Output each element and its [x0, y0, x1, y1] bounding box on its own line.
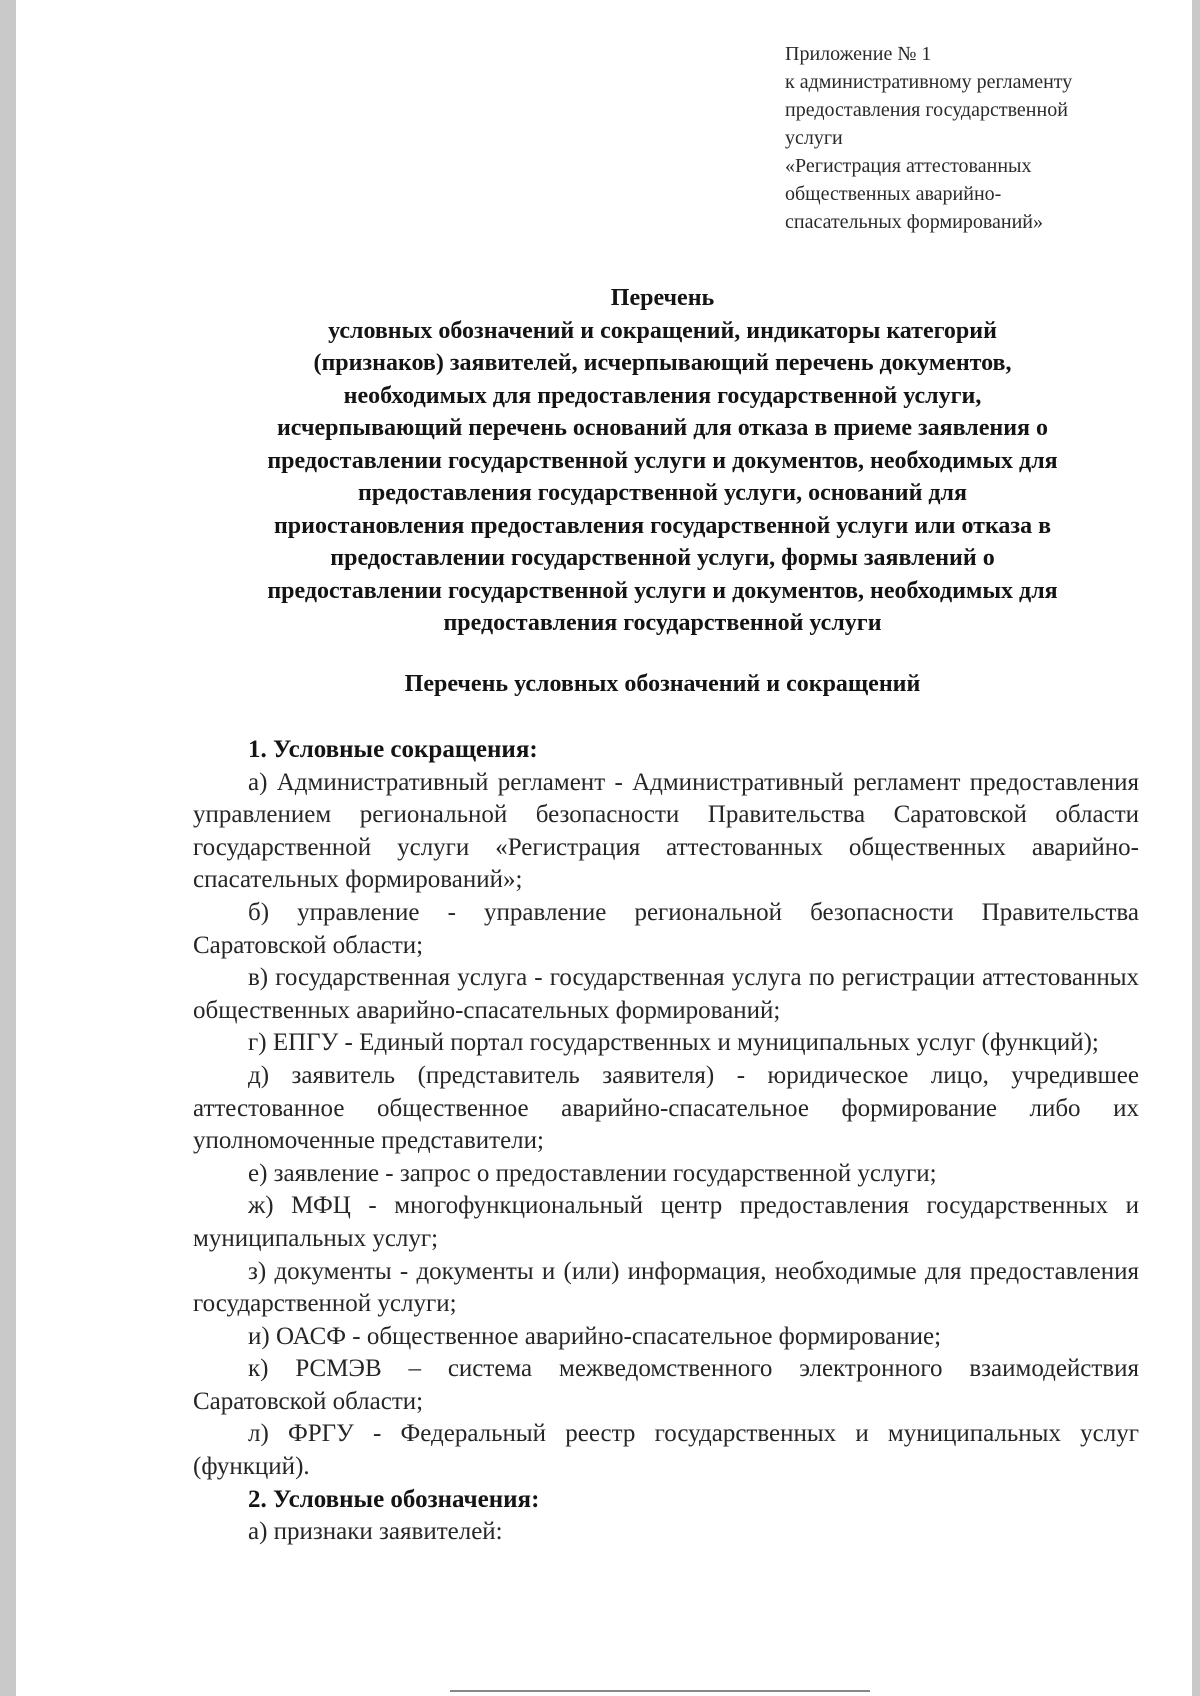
- abbreviation-item: а) Административный регламент - Административный регламент предоставления управлением региональной безопасности Правительства Саратовской области государственной услуги «Регистрация аттестованных общественных аварийно-спасательных формирований»;: [193, 768, 1139, 894]
- scan-right-edge: [1192, 0, 1200, 1696]
- abbreviation-item: ж) МФЦ - многофункциональный центр предоставления государственных и муниципальных услуг;: [193, 1192, 1139, 1252]
- abbreviation-item: г) ЕПГУ - Единый портал государственных и муниципальных услуг (функций);: [248, 1029, 1099, 1057]
- title-line: исчерпывающий перечень оснований для отказа в приеме заявления о: [276, 415, 1049, 441]
- title-line: необходимых для предоставления государственной услуги,: [343, 382, 982, 409]
- title-line: (признаков) заявителей, исчерпывающий перечень документов,: [313, 350, 1012, 376]
- title-line: Перечень: [610, 285, 715, 311]
- abbreviation-item: в) государственная услуга - государственная услуга по регистрации аттестованных общественных аварийно-спасательных формирований;: [193, 964, 1139, 1024]
- appendix-note: [785, 40, 1125, 236]
- abbreviation-item: е) заявление - запрос о предоставлении государственной услуги;: [248, 1159, 937, 1187]
- page-bottom-rule: [450, 1690, 870, 1692]
- abbreviation-item: и) ОАСФ - общественное аварийно-спасательное формирование;: [248, 1322, 942, 1350]
- designations-heading: 2. Условные обозначения:: [248, 1485, 540, 1513]
- document-body: [193, 734, 1139, 1549]
- appendix-line: «Регистрация аттестованных: [785, 155, 1032, 177]
- abbreviation-item: л) ФРГУ - Федеральный реестр государственных и муниципальных услуг (функций).: [193, 1420, 1139, 1481]
- appendix-line: Приложение № 1: [785, 43, 932, 65]
- title-line: приостановления предоставления государственной услуги или отказа в: [273, 512, 1052, 539]
- abbreviation-item: з) документы - документы и (или) информация, необходимые для предоставления государственной услуги;: [193, 1257, 1139, 1318]
- abbreviation-item: б) управление - управление региональной безопасности Правительства Саратовской области;: [193, 898, 1139, 959]
- title-line: предоставлении государственной услуги и документов, необходимых для: [267, 447, 1058, 474]
- title-line: условных обозначений и сокращений, индикаторы категорий: [328, 317, 997, 344]
- appendix-line: общественных аварийно-: [785, 183, 1002, 205]
- designation-item: а) признаки заявителей:: [248, 1518, 503, 1546]
- abbreviation-item: к) РСМЭВ – система межведомственного электронного взаимодействия Саратовской области;: [193, 1355, 1139, 1415]
- appendix-line: услуги: [785, 127, 843, 149]
- document-title: [185, 282, 1140, 640]
- title-line: предоставления государственной услуги, оснований для: [358, 480, 967, 506]
- appendix-line: спасательных формирований»: [785, 211, 1043, 233]
- title-line: предоставления государственной услуги: [443, 610, 882, 636]
- title-line: предоставлении государственной услуги и документов, необходимых для: [267, 577, 1058, 604]
- title-line: предоставлении государственной услуги, формы заявлений о: [330, 545, 995, 571]
- scan-left-edge: [0, 0, 16, 1696]
- abbreviation-item: д) заявитель (представитель заявителя) - юридическое лицо, учредившее аттестованное общественное аварийно-спасательное формирование либо их уполномоченные представители;: [193, 1061, 1139, 1155]
- appendix-line: к административному регламенту: [785, 71, 1073, 93]
- section-subtitle: Перечень условных обозначений и сокращений: [404, 671, 921, 697]
- abbreviations-heading: 1. Условные сокращения:: [248, 736, 538, 763]
- appendix-line: предоставления государственной: [785, 99, 1068, 121]
